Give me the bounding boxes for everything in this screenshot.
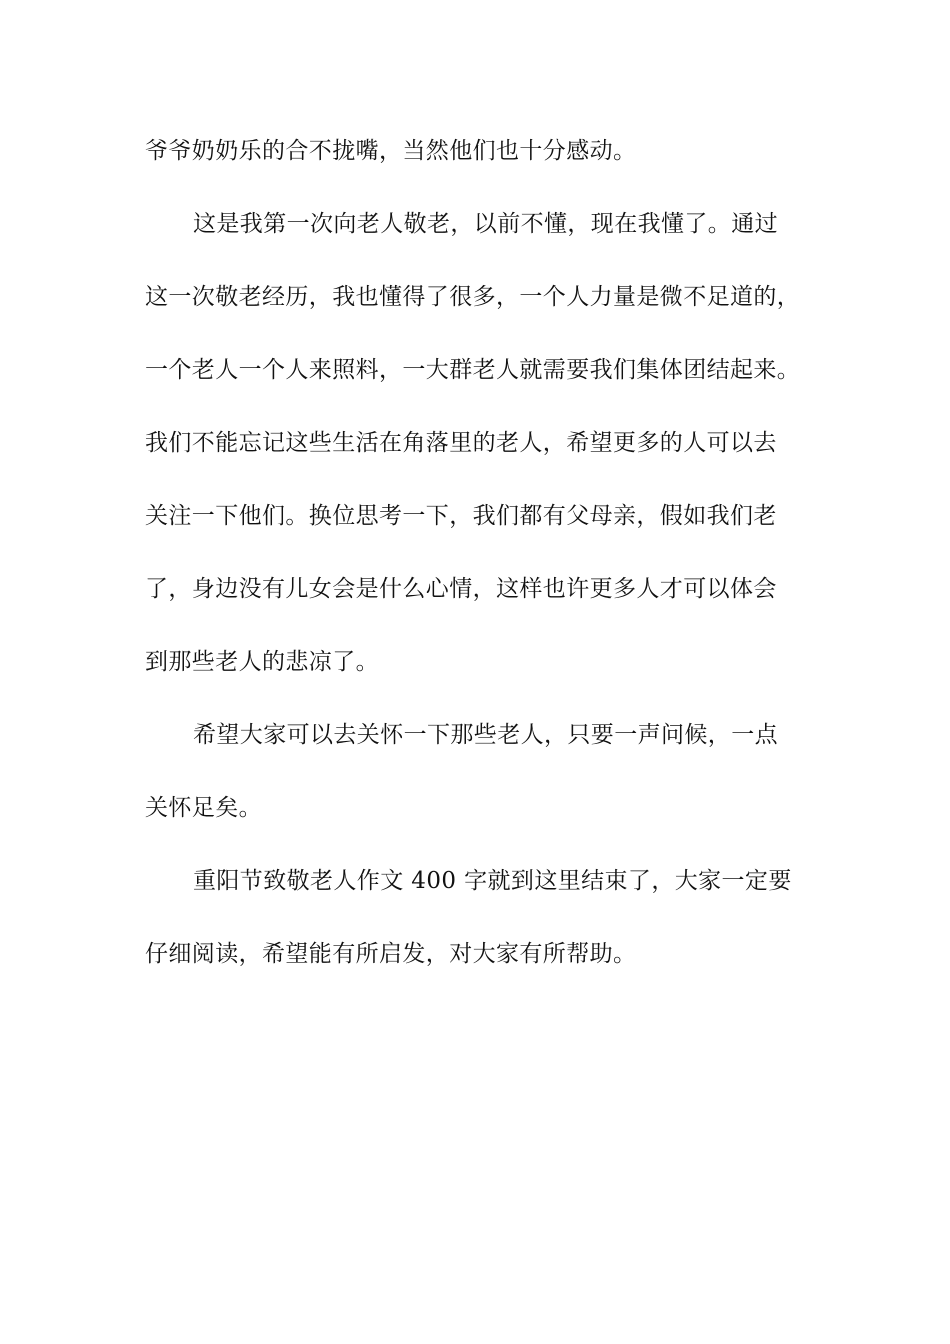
text-line: 仔细阅读，希望能有所启发，对大家有所帮助。 <box>145 941 637 967</box>
text-line: 关注一下他们。换位思考一下，我们都有父母亲，假如我们老 <box>145 503 777 529</box>
text-line: 重阳节致敬老人作文 400 字就到这里结束了，大家一定要 <box>193 868 792 894</box>
text-line: 这是我第一次向老人敬老，以前不懂，现在我懂了。通过 <box>193 211 778 237</box>
text-line: 希望大家可以去关怀一下那些老人，只要一声问候，一点 <box>193 722 778 748</box>
text-line: 到那些老人的悲凉了。 <box>145 649 379 675</box>
text-line: 了，身边没有儿女会是什么心情，这样也许更多人才可以体会 <box>145 576 777 602</box>
text-line: 我们不能忘记这些生活在角落里的老人，希望更多的人可以去 <box>145 430 777 456</box>
text-line: 关怀足矣。 <box>145 795 262 821</box>
text-line: 爷爷奶奶乐的合不拢嘴，当然他们也十分感动。 <box>145 138 637 164</box>
document-body <box>145 128 810 1004</box>
text-line: 这一次敬老经历，我也懂得了很多，一个人力量是微不足道的， <box>145 284 801 310</box>
text-line: 一个老人一个人来照料，一大群老人就需要我们集体团结起来。 <box>145 357 801 383</box>
